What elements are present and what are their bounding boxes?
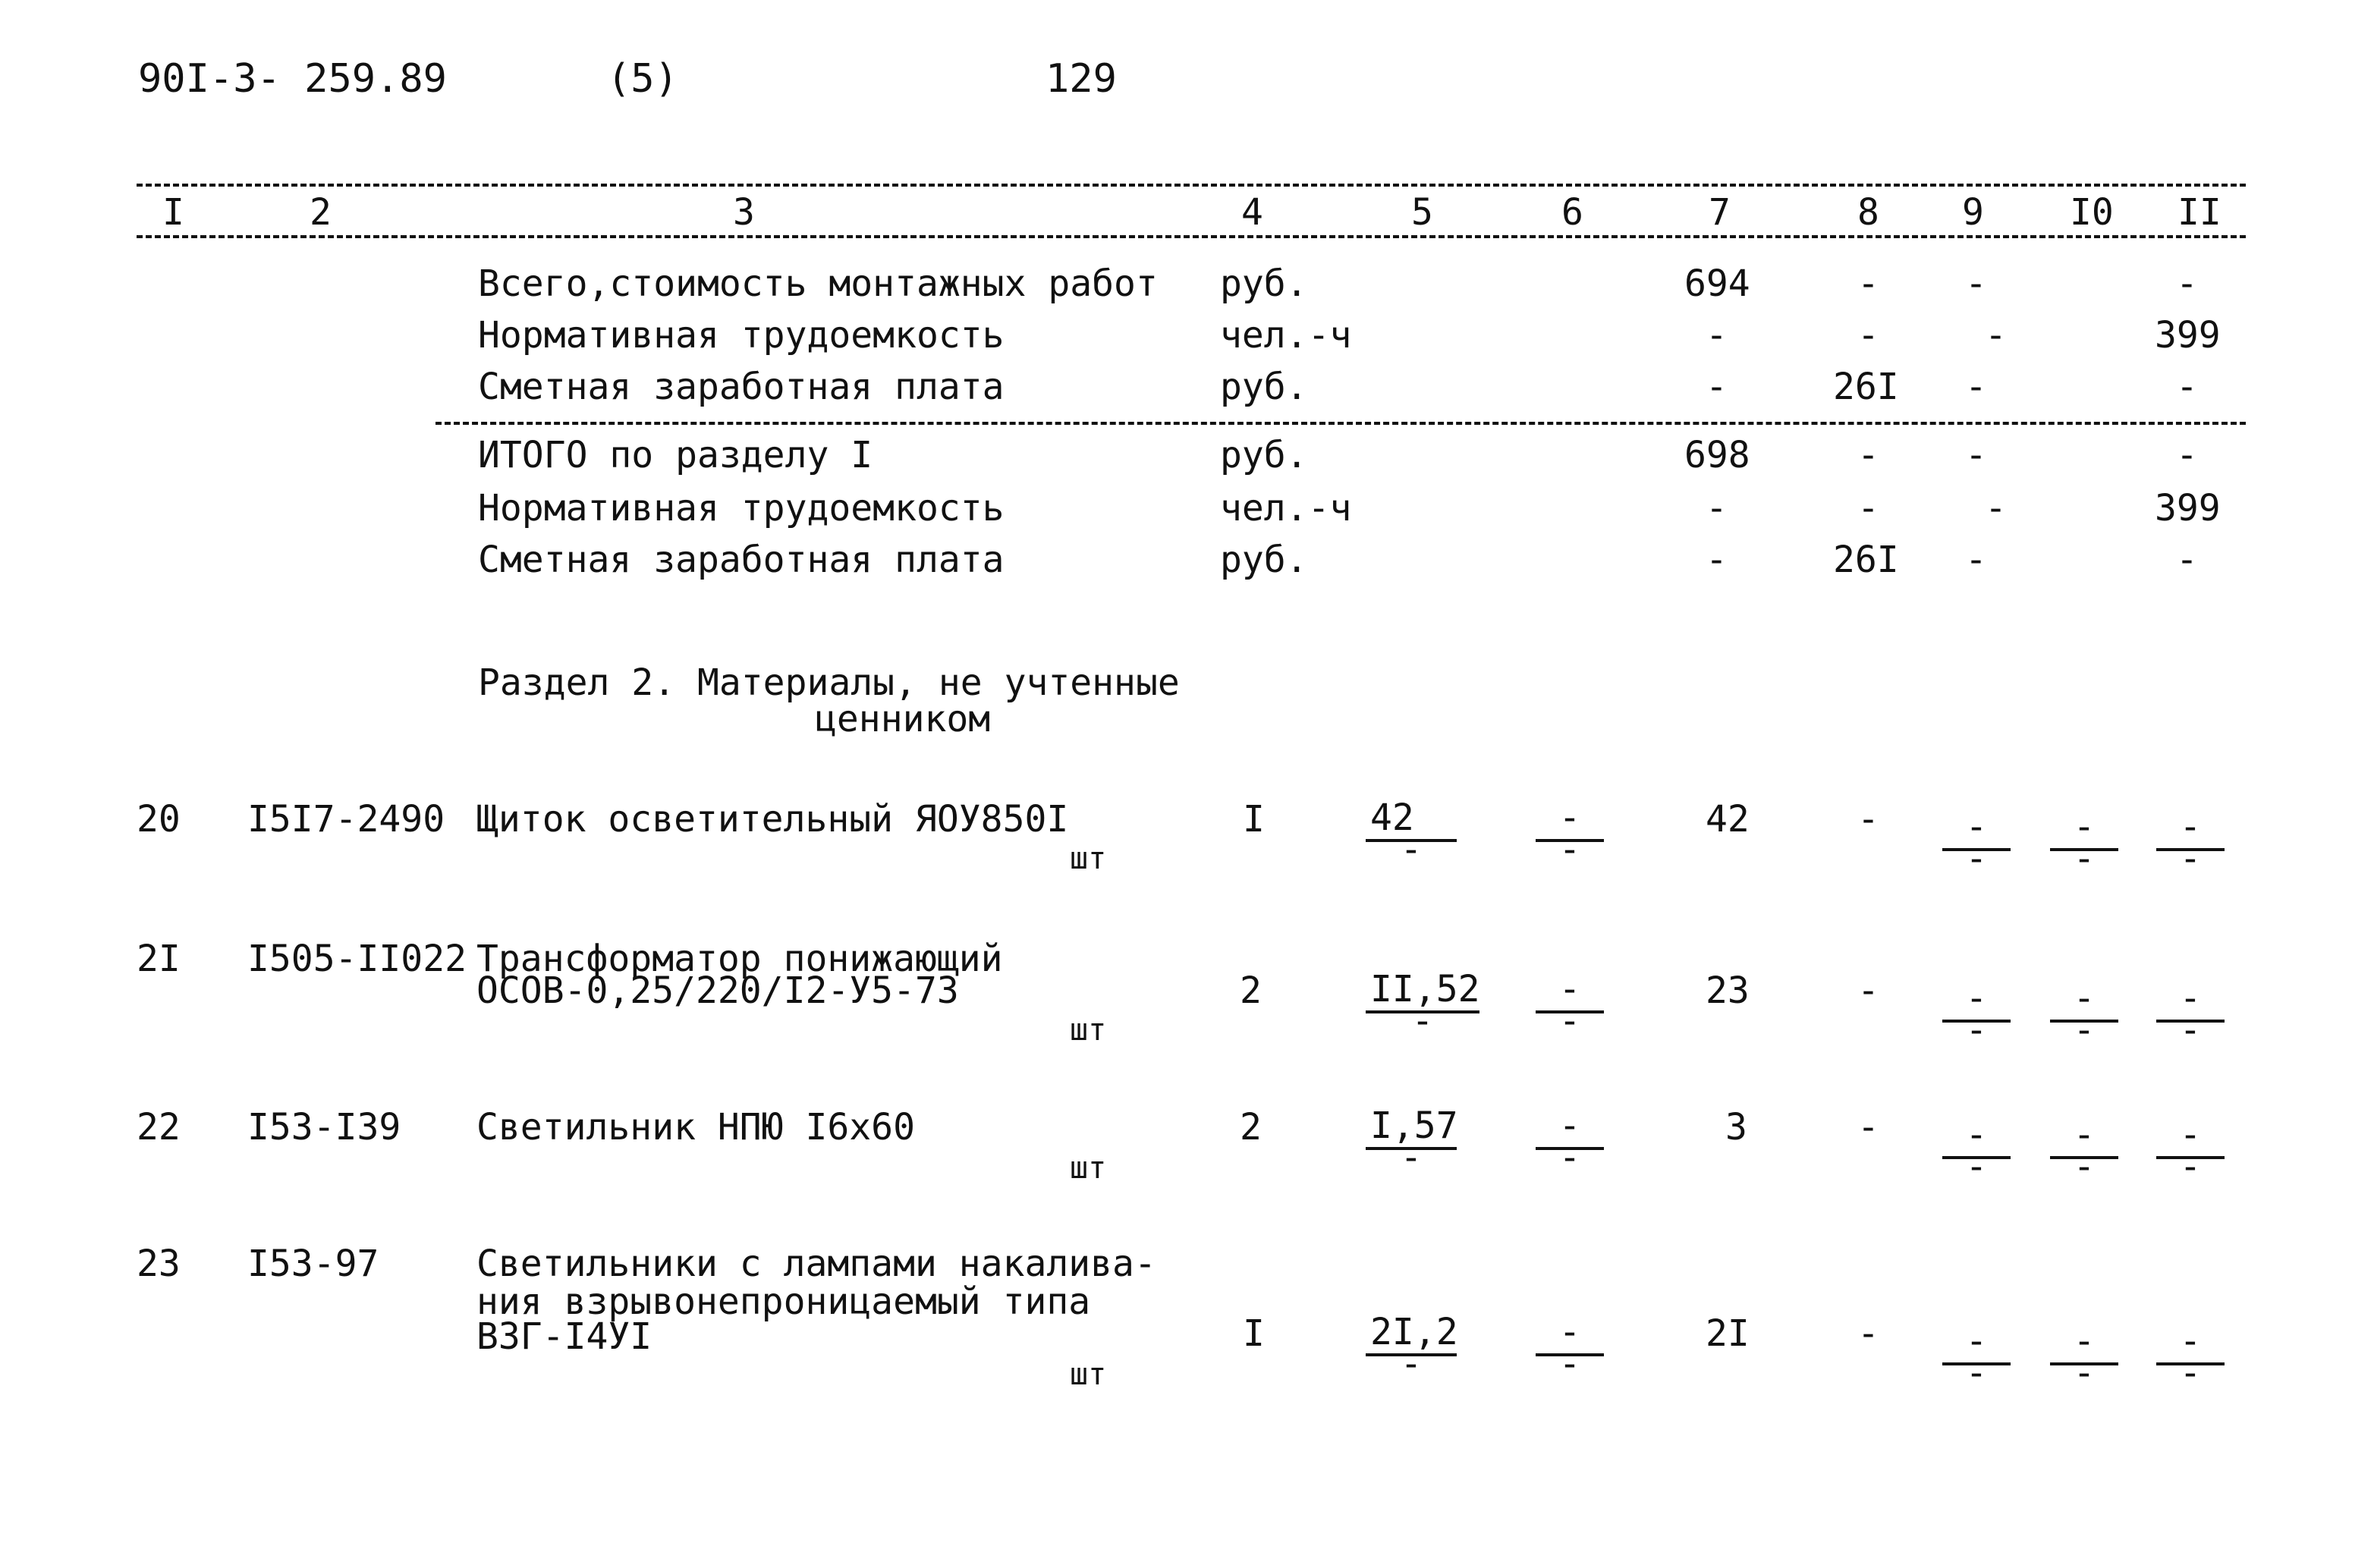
summary-label: Нормативная трудоемкость <box>478 487 1005 529</box>
summary-value: - <box>2176 366 2198 408</box>
row-col9-fraction: - - <box>1942 1117 2011 1185</box>
summary-label: Сметная заработная плата <box>478 539 1005 581</box>
row-quantity: I <box>1243 1312 1265 1355</box>
summary-value: - <box>1857 487 1879 529</box>
summary-divider <box>435 422 2246 425</box>
summary-label: Сметная заработная плата <box>478 366 1005 408</box>
header-bottom-rule <box>137 235 2246 238</box>
summary-unit: руб. <box>1220 434 1308 476</box>
summary-value: - <box>2176 434 2198 476</box>
row-col9-fraction: - - <box>1942 980 2011 1048</box>
summary-value: 399 <box>2155 487 2221 529</box>
row-total: 3 <box>1725 1106 1747 1149</box>
summary-unit: чел.-ч <box>1220 487 1352 529</box>
column-header: I0 <box>2070 191 2114 234</box>
row-name-continued: ния взрывонепроницаемый типа <box>476 1280 1091 1323</box>
row-col8: - <box>1857 969 1879 1012</box>
summary-value: - <box>1706 366 1728 408</box>
summary-value: - <box>1857 314 1879 357</box>
summary-label: Нормативная трудоемкость <box>478 314 1005 357</box>
row-quantity: 2 <box>1240 1106 1262 1149</box>
summary-value: - <box>1985 314 2007 357</box>
summary-value: - <box>1706 314 1728 357</box>
row-name-continued: ВЗГ-I4УI <box>476 1315 652 1358</box>
row-unit-price: 42 - <box>1366 800 1457 868</box>
row-col8: - <box>1857 1312 1879 1355</box>
row-code: I5I7-2490 <box>247 798 445 841</box>
column-header: 5 <box>1411 191 1433 234</box>
row-unit: шт <box>1070 1013 1107 1048</box>
row-name: Светильники с лампами накалива- <box>476 1243 1156 1285</box>
row-col10-fraction: - - <box>2050 980 2118 1048</box>
summary-value: - <box>1965 434 1987 476</box>
summary-value: - <box>1965 539 1987 581</box>
summary-value: 694 <box>1684 262 1750 305</box>
summary-value: 698 <box>1684 434 1750 476</box>
row-col8: - <box>1857 798 1879 841</box>
summary-value: - <box>1706 487 1728 529</box>
column-header: 7 <box>1709 191 1731 234</box>
summary-value: 26I <box>1833 539 1899 581</box>
row-total: 23 <box>1706 969 1750 1012</box>
row-total: 42 <box>1706 798 1750 841</box>
row-col6-fraction: - - <box>1536 800 1604 868</box>
row-quantity: I <box>1243 798 1265 841</box>
document-part: (5) <box>607 56 678 102</box>
row-quantity: 2 <box>1240 969 1262 1012</box>
summary-value: - <box>1965 366 1987 408</box>
row-col9-fraction: - - <box>1942 1323 2011 1391</box>
row-unit: шт <box>1070 841 1107 876</box>
summary-value: 399 <box>2155 314 2221 357</box>
row-code: I53-I39 <box>247 1106 401 1149</box>
row-name: Светильник НПЮ I6х60 <box>476 1106 915 1149</box>
row-unit: шт <box>1070 1151 1107 1186</box>
column-header: 9 <box>1962 191 1984 234</box>
row-col6-fraction: - - <box>1536 1108 1604 1176</box>
summary-unit: чел.-ч <box>1220 314 1352 357</box>
summary-unit: руб. <box>1220 262 1308 305</box>
summary-label: ИТОГО по разделу I <box>478 434 873 476</box>
summary-value: - <box>1857 434 1879 476</box>
column-header: 8 <box>1857 191 1879 234</box>
row-name-continued: ОСОВ-0,25/220/I2-У5-73 <box>476 969 959 1012</box>
row-code: I505-II022 <box>247 938 467 980</box>
row-unit-price: I,57 - <box>1366 1108 1457 1176</box>
summary-value: - <box>1857 262 1879 305</box>
row-col11-fraction: - - <box>2156 1117 2225 1185</box>
row-col6-fraction: - - <box>1536 1314 1604 1382</box>
column-header: II <box>2177 191 2221 234</box>
page-number: 129 <box>1046 56 1117 102</box>
document-code: 90I-3- 259.89 <box>138 56 447 102</box>
row-col10-fraction: - - <box>2050 1323 2118 1391</box>
row-number: 23 <box>137 1243 181 1285</box>
row-total: 2I <box>1706 1312 1750 1355</box>
summary-value: - <box>1965 262 1987 305</box>
row-code: I53-97 <box>247 1243 379 1285</box>
row-unit: шт <box>1070 1357 1107 1392</box>
row-number: 2I <box>137 938 181 980</box>
column-header: 3 <box>733 191 755 234</box>
summary-value: - <box>1706 539 1728 581</box>
row-col10-fraction: - - <box>2050 809 2118 877</box>
column-header: 4 <box>1241 191 1263 234</box>
row-unit-price: II,52 - <box>1366 971 1479 1039</box>
section-heading: Раздел 2. Материалы, не учтенные <box>478 661 1180 704</box>
row-name: Трансформатор понижающий <box>476 938 1003 980</box>
summary-unit: руб. <box>1220 366 1308 408</box>
row-name: Щиток осветительный ЯОУ850I <box>476 798 1069 841</box>
header-top-rule <box>137 184 2246 187</box>
row-col11-fraction: - - <box>2156 980 2225 1048</box>
row-number: 20 <box>137 798 181 841</box>
row-col10-fraction: - - <box>2050 1117 2118 1185</box>
column-header: 2 <box>310 191 332 234</box>
row-col8: - <box>1857 1106 1879 1149</box>
row-col6-fraction: - - <box>1536 971 1604 1039</box>
row-col11-fraction: - - <box>2156 1323 2225 1391</box>
summary-value: - <box>1985 487 2007 529</box>
row-unit-price: 2I,2 - <box>1366 1314 1457 1382</box>
summary-value: - <box>2176 262 2198 305</box>
row-number: 22 <box>137 1106 181 1149</box>
column-header: 6 <box>1561 191 1583 234</box>
summary-unit: руб. <box>1220 539 1308 581</box>
section-heading-continued: ценником <box>815 698 991 740</box>
summary-value: - <box>2176 539 2198 581</box>
row-col11-fraction: - - <box>2156 809 2225 877</box>
row-col9-fraction: - - <box>1942 809 2011 877</box>
summary-label: Всего,стоимость монтажных работ <box>478 262 1158 305</box>
column-header: I <box>162 191 184 234</box>
summary-value: 26I <box>1833 366 1899 408</box>
